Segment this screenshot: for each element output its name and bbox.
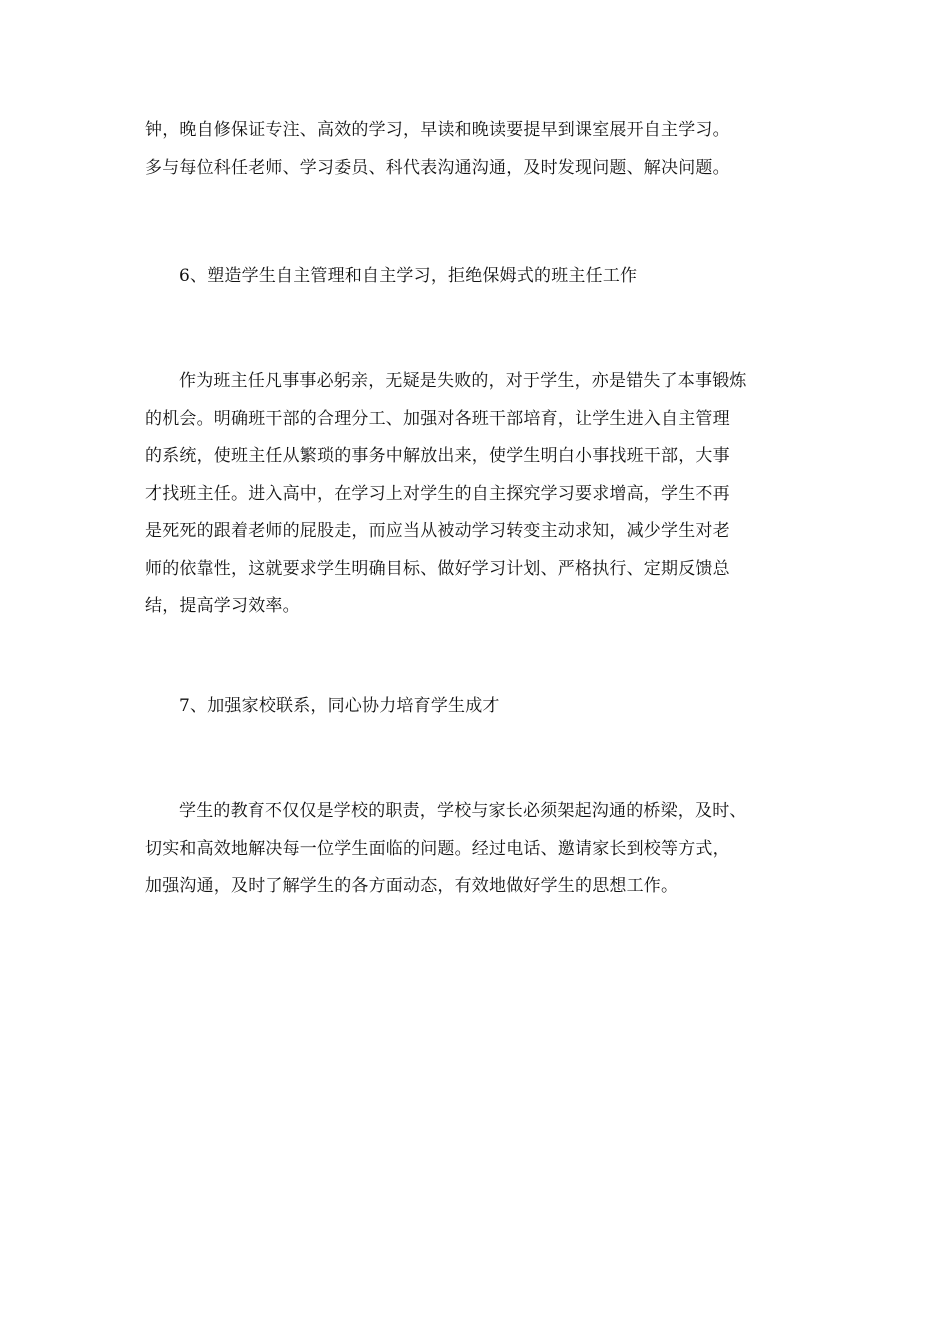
section-paragraph-6 [145, 363, 805, 626]
paragraph-line: 切实和高效地解决每一位学生面临的问题。经过电话、邀请家长到校等方式， [145, 838, 730, 859]
section-heading-6 [145, 258, 805, 296]
paragraph-line: 学生的教育不仅仅是学校的职责，学校与家长必须架起沟通的桥梁，及时、 [179, 801, 747, 821]
paragraph-line: 钟，晚自修保证专注、高效的学习，早读和晚读要提早到课室展开自主学习。 [145, 120, 730, 140]
paragraph-line: 多与每位科任老师、学习委员、科代表沟通沟通，及时发现问题、解决问题。 [145, 157, 730, 178]
section-heading-7 [145, 688, 805, 726]
heading-text: 7、加强家校联系，同心协力培育学生成才 [179, 696, 500, 716]
continued-paragraph [145, 112, 805, 187]
paragraph-line: 是死死的跟着老师的屁股走，而应当从被动学习转变主动求知，减少学生对老 [145, 521, 730, 541]
paragraph-line: 才找班主任。进入高中，在学习上对学生的自主探究学习要求增高，学生不再 [145, 483, 730, 504]
paragraph-line: 加强沟通，及时了解学生的各方面动态，有效地做好学生的思想工作。 [145, 876, 679, 896]
paragraph-line: 师的依靠性，这就要求学生明确目标、做好学习计划、严格执行、定期反馈总 [145, 558, 730, 579]
heading-text: 6、塑造学生自主管理和自主学习，拒绝保姆式的班主任工作 [179, 266, 638, 286]
paragraph-line: 结，提高学习效率。 [145, 596, 300, 616]
paragraph-line: 的机会。明确班干部的合理分工、加强对各班干部培育，让学生进入自主管理 [145, 408, 730, 429]
paragraph-line: 的系统，使班主任从繁琐的事务中解放出来，使学生明白小事找班干部，大事 [145, 446, 730, 466]
section-paragraph-7 [145, 793, 805, 906]
paragraph-line: 作为班主任凡事事必躬亲，无疑是失败的，对于学生，亦是错失了本事锻炼 [179, 371, 747, 391]
